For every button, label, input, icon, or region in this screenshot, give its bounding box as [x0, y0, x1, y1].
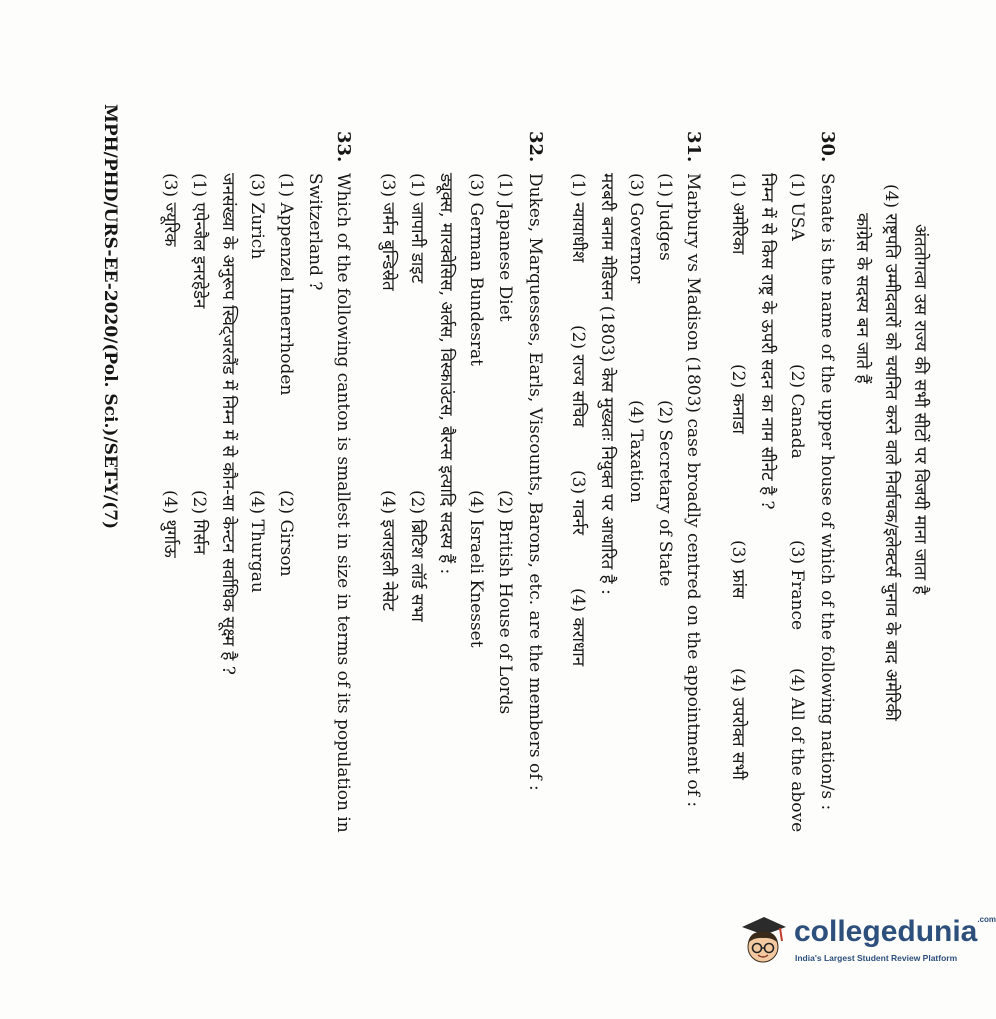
question-33-text-hi: जनसंख्या के अनुरूप स्विट्जरलैंड में निम्न में से कौन-सा केन्टन सर्वाधिक सूक्ष्म है ? [218, 173, 238, 675]
question-33-number: 33. [333, 131, 354, 163]
question-32-number: 32. [525, 131, 546, 163]
q32-option-1-en: (1) Japanese Diet [495, 173, 515, 322]
q30-option-4-en: (4) All of the above [787, 668, 807, 833]
q30-option-1-hi: (1) अमेरिका [728, 173, 748, 255]
q33-option-2-en: (2) Girson [276, 490, 296, 577]
q30-option-4-hi: (4) उपरोक्त सभी [728, 668, 748, 780]
logo-brand: collegedunia$^{.com}$ [794, 915, 996, 948]
q31-option-1-en: (1) Judges [655, 173, 675, 261]
question-30-text-en: Senate is the name of the upper house of which of the following nation/s : [817, 173, 837, 811]
logo-suffix: .com [977, 915, 996, 924]
q33-option-4-en: (4) Thurgau [247, 490, 267, 593]
q33-option-4-hi: (4) थुर्गाऊ [160, 490, 180, 558]
intro-option-4-line1: (4) राष्ट्रपति उम्मीदवारों को चयनित करने वाले निर्वाचक/इलेक्टर्स चुनाव के बाद अमेरिकी [881, 184, 901, 721]
q32-option-3-en: (3) German Bundesrat [466, 173, 486, 367]
q32-option-4-hi: (4) इजराइली नेसेट [378, 490, 398, 611]
intro-line: अंततोगत्वा उस राज्य की सभी सीटों पर विजयी माना जाता है [910, 224, 930, 595]
q31-option-4-hi: (4) कराधान [568, 588, 588, 667]
q30-option-3-en: (3) France [787, 540, 807, 631]
q32-option-2-hi: (2) ब्रिटिश लॉर्ड सभा [407, 490, 427, 622]
q30-option-2-en: (2) Canada [787, 364, 807, 459]
q31-option-4-en: (4) Taxation [626, 400, 646, 503]
q33-option-3-en: (3) Zurich [247, 173, 267, 260]
q31-option-1-hi: (1) न्यायाधीश [568, 173, 588, 263]
q32-option-3-hi: (3) जर्मन बुन्डिस्रेत [378, 173, 398, 291]
q33-option-1-hi: (1) एपेन्जैल इनरहेडेन [189, 173, 209, 309]
q32-option-4-en: (4) Israeli Knesset [466, 490, 486, 648]
question-32-text-en: Dukes, Marquesses, Earls, Viscounts, Barons, etc. are the members of : [525, 173, 545, 791]
q33-option-2-hi: (2) गिर्सन [189, 490, 209, 555]
logo-tagline: India's Largest Student Review Platform [795, 953, 958, 963]
q30-option-3-hi: (3) फ्रांस [728, 540, 748, 599]
collegedunia-logo [732, 905, 996, 975]
q33-option-1-en: (1) Appenzel Innerrhoden [276, 173, 296, 396]
q30-option-2-hi: (2) कनाडा [728, 364, 748, 434]
question-33-text-en-line2: Switzerland ? [305, 173, 325, 291]
q31-option-2-hi: (2) राज्य सचिव [568, 325, 588, 427]
question-31-number: 31. [683, 131, 704, 163]
q30-option-1-en: (1) USA [787, 173, 807, 241]
question-31-text-en: Marbury vs Madison (1803) case broadly centred on the appointment of : [683, 173, 703, 808]
question-30-text-hi: निम्न में से किस राष्ट्र के ऊपरी सदन का नाम सीनेट है ? [757, 173, 777, 510]
q32-option-1-hi: (1) जापानी डाइट [407, 173, 427, 284]
q33-option-3-hi: (3) ज्यूरिक [160, 173, 180, 247]
q31-option-3-en: (3) Governor [626, 173, 646, 284]
q32-option-2-en: (2) British House of Lords [495, 490, 515, 715]
question-32-text-hi: ड्यूक्स, मारक्वेसिस, अर्लस, विस्काउंटस, बैरन्स इत्यादि सदस्य हैं : [436, 173, 456, 575]
intro-option-4-line2: कांग्रेस के सदस्य बन जाते हैं [852, 213, 872, 384]
q31-option-3-hi: (3) गवर्नर [568, 470, 588, 535]
mascot-icon [736, 913, 790, 971]
question-33-text-en-line1: Which of the following canton is smallest in size in terms of its population in [333, 173, 353, 833]
question-31-text-hi: मरबरी बनाम मेडिसन (1803) केस मुख्यतः नियुक्त पर आधारित है : [597, 173, 617, 595]
q31-option-2-en: (2) Secretary of State [655, 400, 675, 587]
page-footer-code: MPH/PHD/URS-EE-2020/(Pol. Sci.)/SET-Y/(7) [100, 104, 120, 530]
question-30-number: 30. [817, 131, 838, 163]
